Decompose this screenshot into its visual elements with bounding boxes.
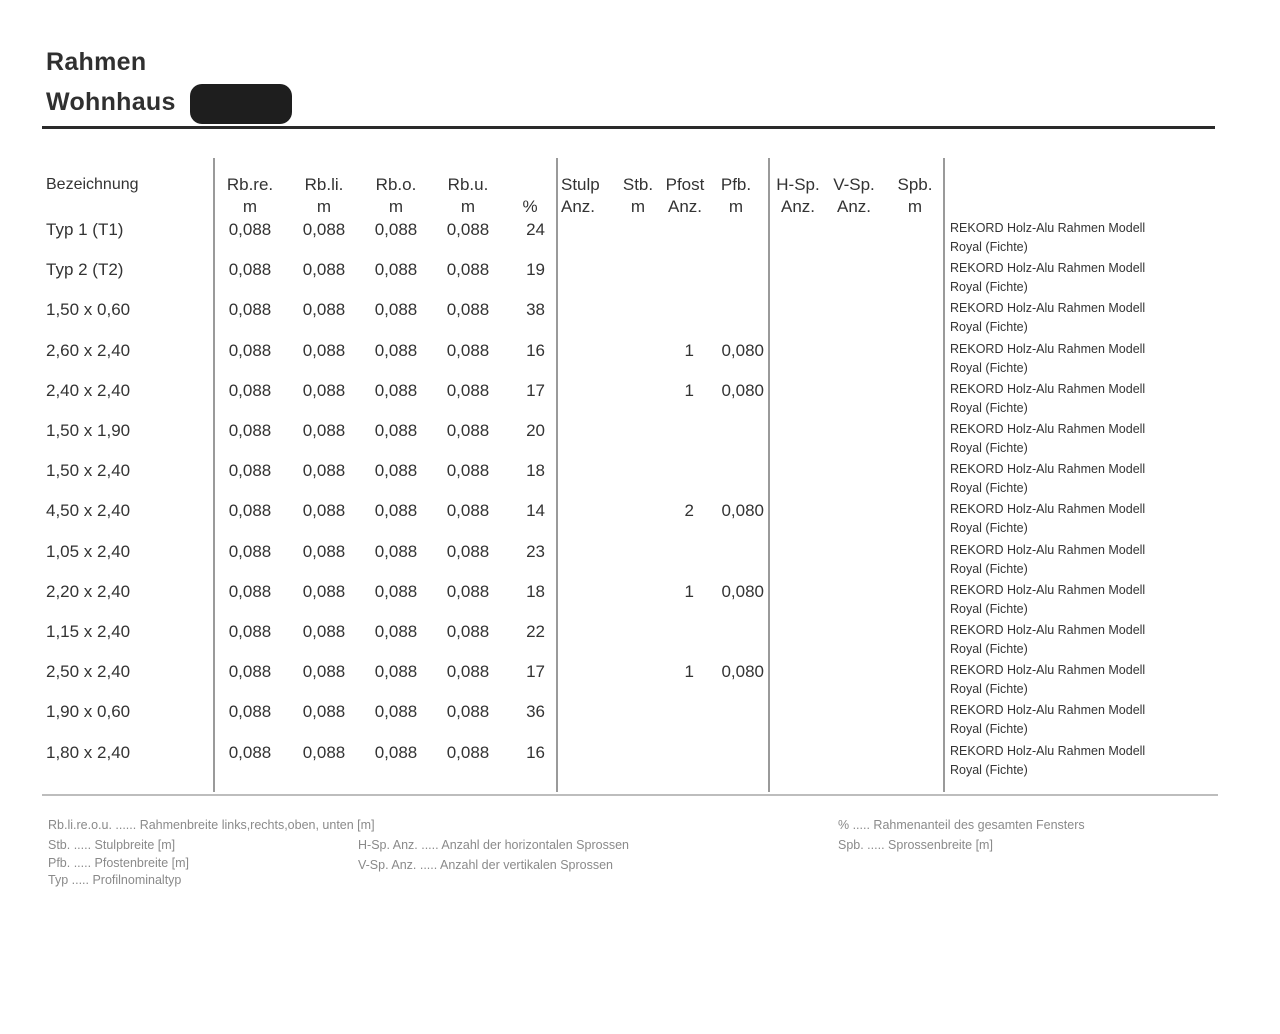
legend-stb: Stb. ..... Stulpbreite [m] [48,838,176,852]
cell-li: 0,088 [302,380,346,400]
cell-u: 0,088 [446,340,490,360]
cell-u: 0,088 [446,300,490,320]
cell-pct: 23 [526,541,545,561]
cell-name: Typ 2 (T2) [46,260,124,280]
cell-li: 0,088 [302,702,346,722]
cell-li: 0,088 [302,662,346,682]
cell-o: 0,088 [374,702,418,722]
cell-pct: 16 [526,742,545,762]
cell-pct: 20 [526,421,545,440]
cell-name: 2,50 x 2,40 [46,662,131,682]
legend-percent: % ..... Rahmenanteil des gesamten Fensters [838,818,1085,832]
cell-name: 2,20 x 2,40 [46,581,131,601]
cell-description: REKORD Holz-Alu Rahmen Modell Royal (Fichte) [950,663,1146,697]
cell-pct: 36 [526,702,545,722]
cell-pfb: 0,080 [721,662,764,682]
header-rb-li: Rb.li. m [304,175,344,216]
cell-u: 0,088 [446,501,490,521]
cell-pfost: 2 [684,501,694,521]
column-separator [943,158,945,792]
cell-re: 0,088 [228,421,272,440]
legend-typ: Typ ..... Profilnominaltyp [48,873,182,887]
column-separator [213,158,215,792]
cell-pfb: 0,080 [721,380,764,400]
cell-o: 0,088 [374,260,418,280]
cell-u: 0,088 [446,461,490,481]
cell-name: 4,50 x 2,40 [46,501,131,521]
page-title: Rahmen [46,48,147,76]
cell-name: 1,15 x 2,40 [46,622,131,641]
cell-description: REKORD Holz-Alu Rahmen Modell Royal (Fichte) [950,261,1146,295]
column-separator [768,158,770,792]
header-vsp: V-Sp. Anz. [833,175,875,216]
cell-o: 0,088 [374,662,418,682]
cell-description: REKORD Holz-Alu Rahmen Modell Royal (Fichte) [950,301,1146,335]
cell-pct: 17 [526,662,545,682]
header-pfb: Pfb. m [720,175,752,216]
header-rb-re: Rb.re. m [226,175,274,216]
cell-re: 0,088 [228,380,272,400]
cell-pct: 18 [526,581,545,601]
cell-o: 0,088 [374,541,418,561]
cell-o: 0,088 [374,742,418,762]
legend-vsp: V-Sp. Anz. ..... Anzahl der vertikalen Sprossen [358,858,613,872]
cell-re: 0,088 [228,541,272,561]
cell-o: 0,088 [374,622,418,641]
cell-li: 0,088 [302,541,346,561]
header-rb-o: Rb.o. m [375,175,417,216]
cell-o: 0,088 [374,380,418,400]
cell-name: 1,50 x 0,60 [46,300,131,320]
legend-hsp: H-Sp. Anz. ..... Anzahl der horizontalen Sprossen [358,838,629,852]
cell-o: 0,088 [374,581,418,601]
cell-re: 0,088 [228,742,272,762]
cell-li: 0,088 [302,742,346,762]
cell-description: REKORD Holz-Alu Rahmen Modell Royal (Fichte) [950,462,1146,496]
legend-pfb: Pfb. ..... Pfostenbreite [m] [48,856,190,870]
cell-li: 0,088 [302,421,346,440]
cell-description: REKORD Holz-Alu Rahmen Modell Royal (Fichte) [950,341,1146,375]
cell-u: 0,088 [446,260,490,280]
cell-u: 0,088 [446,622,490,641]
cell-re: 0,088 [228,501,272,521]
legend-rb: Rb.li.re.o.u. ...... Rahmenbreite links,rechts,oben, unten [m] [48,818,375,832]
cell-description: REKORD Holz-Alu Rahmen Modell Royal (Fichte) [950,381,1146,415]
cell-pfb: 0,080 [721,501,764,521]
cell-u: 0,088 [446,380,490,400]
cell-o: 0,088 [374,220,418,239]
cell-u: 0,088 [446,220,490,239]
cell-o: 0,088 [374,300,418,320]
cell-description: REKORD Holz-Alu Rahmen Modell Royal (Fichte) [950,623,1146,656]
redaction-block [190,84,292,124]
cell-u: 0,088 [446,662,490,682]
cell-u: 0,088 [446,581,490,601]
column-separator [556,158,558,792]
cell-re: 0,088 [228,461,272,481]
cell-description: REKORD Holz-Alu Rahmen Modell Royal (Fichte) [950,582,1146,616]
cell-pfb: 0,080 [721,340,764,360]
cell-u: 0,088 [446,742,490,762]
cell-li: 0,088 [302,622,346,641]
cell-name: 1,50 x 2,40 [46,461,131,481]
cell-description: REKORD Holz-Alu Rahmen Modell Royal (Fichte) [950,502,1146,536]
cell-u: 0,088 [446,541,490,561]
cell-o: 0,088 [374,501,418,521]
table-bottom-divider [42,794,1218,796]
cell-li: 0,088 [302,300,346,320]
header-percent: % [522,197,538,216]
header-rb-u: Rb.u. m [447,175,489,216]
cell-description: REKORD Holz-Alu Rahmen Modell Royal (Fichte) [950,422,1146,455]
header-pfost: Pfost Anz. [665,175,705,216]
cell-o: 0,088 [374,461,418,481]
cell-description: REKORD Holz-Alu Rahmen Modell Royal (Fichte) [950,542,1146,576]
cell-re: 0,088 [228,300,272,320]
cell-pct: 38 [526,300,545,320]
cell-pct: 18 [526,461,545,481]
cell-re: 0,088 [228,340,272,360]
cell-u: 0,088 [446,702,490,722]
cell-name: 1,90 x 0,60 [46,702,131,722]
cell-pct: 19 [526,260,545,280]
page-subtitle: Wohnhaus [46,88,176,116]
cell-li: 0,088 [302,260,346,280]
header-divider [42,126,1215,129]
cell-pfost: 1 [684,662,694,682]
cell-re: 0,088 [228,260,272,280]
cell-pct: 16 [526,340,545,360]
cell-name: 2,40 x 2,40 [46,380,131,400]
cell-name: 1,50 x 1,90 [46,421,131,440]
cell-pct: 17 [526,380,545,400]
cell-name: 1,05 x 2,40 [46,541,131,561]
cell-re: 0,088 [228,220,272,239]
cell-li: 0,088 [302,581,346,601]
cell-re: 0,088 [228,662,272,682]
cell-pct: 22 [526,622,545,641]
cell-description: REKORD Holz-Alu Rahmen Modell Royal (Fichte) [950,743,1146,777]
cell-re: 0,088 [228,581,272,601]
cell-o: 0,088 [374,340,418,360]
cell-name: 2,60 x 2,40 [46,340,131,360]
cell-description: REKORD Holz-Alu Rahmen Modell Royal (Fichte) [950,703,1146,737]
cell-li: 0,088 [302,501,346,521]
cell-pfb: 0,080 [721,581,764,601]
cell-pct: 14 [526,501,545,521]
cell-li: 0,088 [302,340,346,360]
header-bezeichnung: Bezeichnung [46,176,139,193]
cell-pct: 24 [526,220,545,239]
cell-pfost: 1 [684,581,694,601]
cell-re: 0,088 [228,702,272,722]
cell-li: 0,088 [302,461,346,481]
legend-spb: Spb. ..... Sprossenbreite [m] [838,838,993,852]
cell-pfost: 1 [684,380,694,400]
cell-re: 0,088 [228,622,272,641]
cell-name: 1,80 x 2,40 [46,742,131,762]
header-stb: Stb. m [622,175,654,216]
cell-description: REKORD Holz-Alu Rahmen Modell Royal (Fichte) [950,221,1146,254]
header-hsp: H-Sp. Anz. [776,175,820,216]
header-spb: Spb. m [897,175,933,216]
header-stulp: Stulp Anz. [561,175,600,216]
cell-li: 0,088 [302,220,346,239]
cell-u: 0,088 [446,421,490,440]
cell-o: 0,088 [374,421,418,440]
cell-name: Typ 1 (T1) [46,220,124,239]
cell-pfost: 1 [684,340,694,360]
